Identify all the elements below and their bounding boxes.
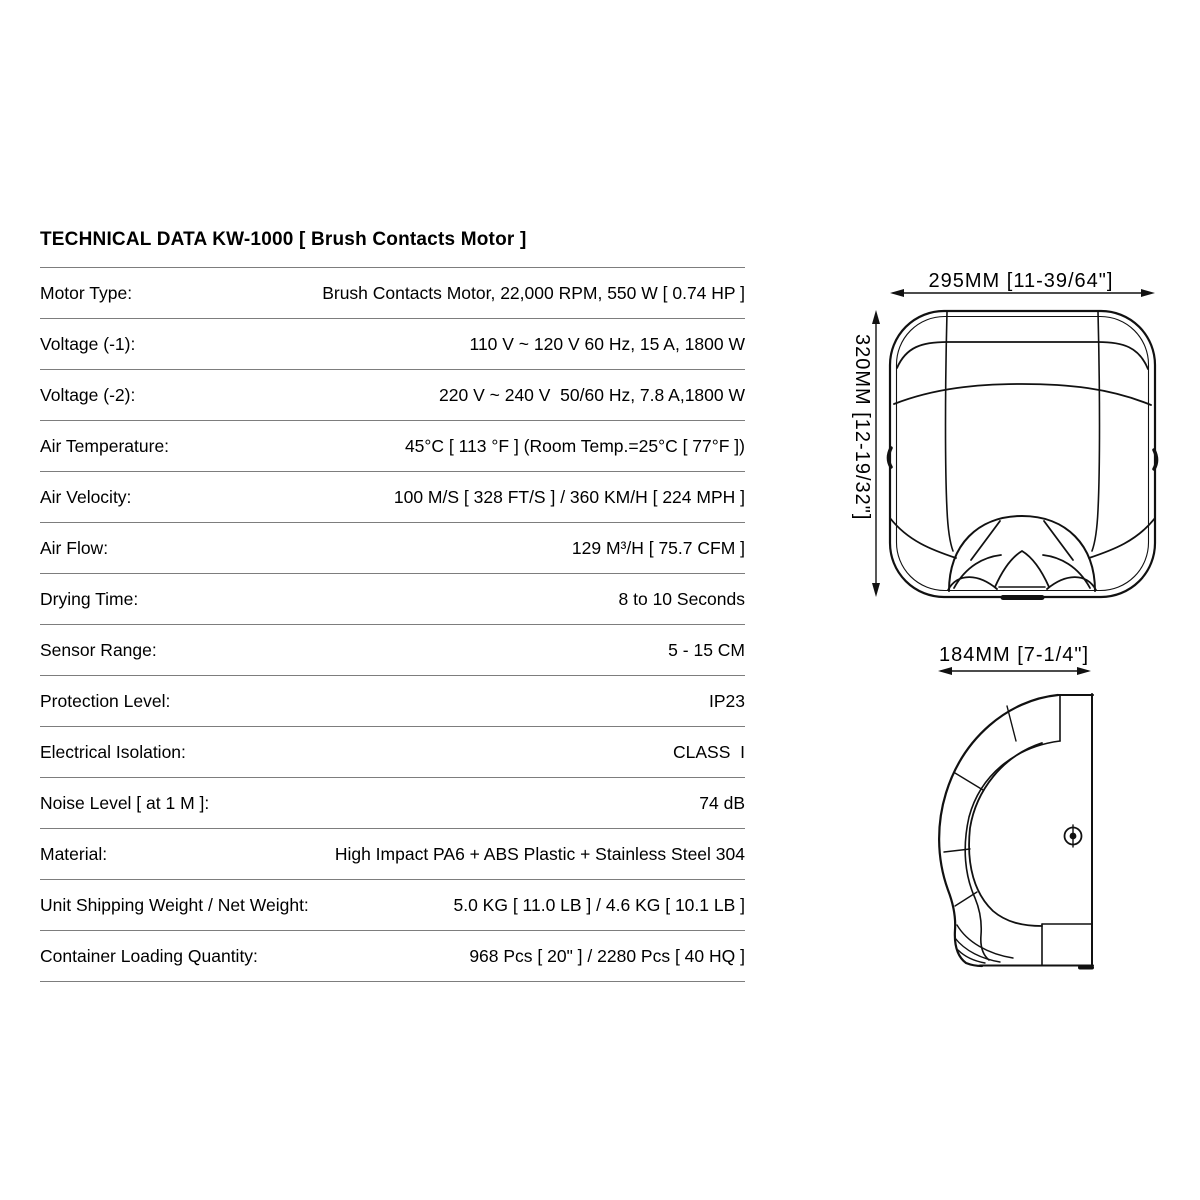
table-row (40, 879, 745, 930)
row-value: 100 M/S [ 328 FT/S ] / 360 KM/H [ 224 MPH ] (393, 486, 745, 507)
dimension-arrow-up (872, 310, 880, 324)
front-bottom-contour-right (1089, 518, 1155, 558)
row-label: Unit Shipping Weight / Net Weight: (40, 894, 309, 915)
nozzle-peak (995, 551, 1049, 587)
row-label: Motor Type: (40, 282, 133, 303)
row-value: 5.0 KG [ 11.0 LB ] / 4.6 KG [ 10.1 LB ] (453, 894, 745, 915)
dimension-arrow-right (1077, 667, 1091, 675)
row-label: Electrical Isolation: (40, 741, 186, 762)
row-label: Drying Time: (40, 588, 139, 609)
row-value: 8 to 10 Seconds (618, 588, 745, 609)
front-height-dimension-label: 320MM [12-19/32"] (851, 334, 873, 521)
front-bottom-contour-left (890, 518, 956, 558)
dimension-arrow-left (890, 289, 904, 297)
table-row (40, 267, 745, 318)
table-row (40, 624, 745, 675)
row-value: 968 Pcs [ 20" ] / 2280 Pcs [ 40 HQ ] (469, 945, 745, 966)
dimension-arrow-down (872, 583, 880, 597)
dome-fan-line-right (1044, 521, 1073, 560)
row-value: CLASS I (673, 741, 745, 762)
row-value: IP23 (709, 690, 745, 711)
front-right-seam (1092, 312, 1100, 551)
dome-outline (949, 516, 1095, 591)
row-value: 45°C [ 113 °F ] (Room Temp.=25°C [ 77°F ]) (404, 435, 745, 456)
row-label: Air Velocity: (40, 486, 132, 507)
dimension-arrow-right (1141, 289, 1155, 297)
table-row (40, 675, 745, 726)
front-upper-contour (897, 342, 1148, 369)
air-outlet-dome (948, 516, 1096, 598)
row-value: 110 V ~ 120 V 60 Hz, 15 A, 1800 W (469, 333, 745, 354)
nozzle-curve-1 (957, 925, 1013, 958)
side-view-drawing (938, 644, 1093, 968)
table-row (40, 573, 745, 624)
row-value: 5 - 15 CM (668, 639, 745, 660)
side-inner-face (969, 743, 1042, 926)
dome-arch-left (954, 555, 1001, 588)
row-value: 129 M³/H [ 75.7 CFM ] (571, 537, 745, 558)
front-left-seam (946, 312, 954, 551)
ring-segment-line-3 (944, 849, 970, 852)
row-value: High Impact PA6 + ABS Plastic + Stainless Steel 304 (334, 843, 745, 864)
table-row (40, 828, 745, 879)
technical-drawings (830, 240, 1200, 1010)
table-row (40, 318, 745, 369)
table-row (40, 522, 745, 573)
row-label: Air Flow: (40, 537, 109, 558)
row-label: Protection Level: (40, 690, 171, 711)
dimension-arrow-left (938, 667, 952, 675)
table-row (40, 471, 745, 522)
row-label: Material: (40, 843, 108, 864)
row-label: Voltage (-1): (40, 333, 136, 354)
row-label: Sensor Range: (40, 639, 157, 660)
ring-segment-line-1 (1007, 706, 1016, 741)
table-row (40, 726, 745, 777)
table-row (40, 777, 745, 828)
table-row (40, 369, 745, 420)
dome-corner-right (1047, 577, 1096, 590)
front-view-drawing (851, 270, 1157, 598)
front-mid-contour (894, 384, 1151, 405)
side-nozzle (955, 925, 1013, 963)
screw-icon (1065, 825, 1082, 847)
dome-arch-right (1043, 555, 1090, 588)
page-title: TECHNICAL DATA KW-1000 [ Brush Contacts Motor ] (40, 229, 527, 250)
table-row (40, 930, 745, 981)
row-value: Brush Contacts Motor, 22,000 RPM, 550 W [ 0.74 HP ] (322, 282, 745, 303)
row-label: Air Temperature: (40, 435, 170, 456)
dome-corner-left (948, 577, 997, 590)
side-depth-dimension-label: 184MM [7-1/4"] (938, 644, 1090, 666)
row-label: Container Loading Quantity: (40, 945, 258, 966)
spec-table (40, 267, 745, 982)
row-label: Noise Level [ at 1 M ]: (40, 792, 210, 813)
row-label: Voltage (-2): (40, 384, 136, 405)
dome-fan-line-left (971, 521, 1000, 560)
ring-segment-line-2 (955, 773, 983, 790)
front-width-dimension-label: 295MM [11-39/64"] (928, 270, 1114, 292)
table-row (40, 420, 745, 471)
row-value: 220 V ~ 240 V 50/60 Hz, 7.8 A,1800 W (439, 384, 745, 405)
ring-segment-line-4 (955, 892, 977, 906)
row-value: 74 dB (699, 792, 745, 813)
front-outer-shell (890, 311, 1155, 597)
side-ring-contour (965, 741, 1060, 960)
